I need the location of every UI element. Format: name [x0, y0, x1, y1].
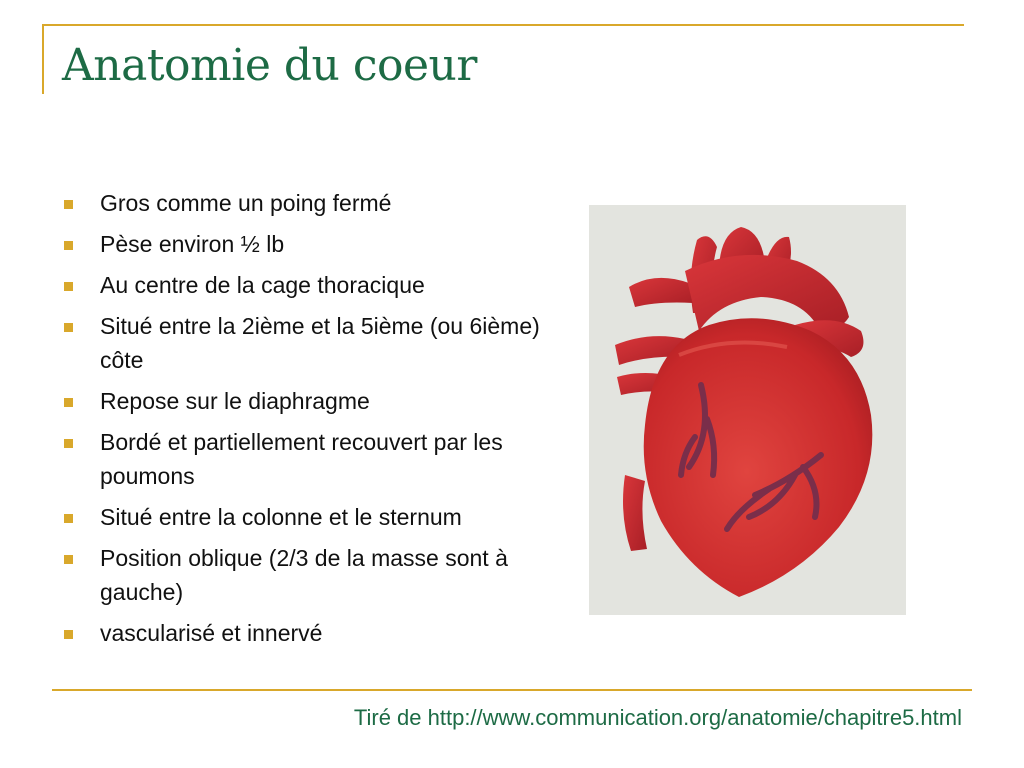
bullet-square-icon: [64, 241, 73, 250]
bullet-text: Au centre de la cage thoracique: [100, 272, 425, 298]
source-citation: Tiré de http://www.communication.org/anatomie/chapitre5.html: [353, 705, 962, 730]
bullet-list: [62, 186, 562, 657]
bullet-square-icon: [64, 200, 73, 209]
bullet-text: vascularisé et innervé: [100, 620, 323, 646]
bullet-text: Repose sur le diaphragme: [100, 388, 370, 414]
bullet-square-icon: [64, 282, 73, 291]
left-vein-shape: [629, 278, 693, 307]
bullet-item: [62, 227, 562, 261]
inferior-vena-cava-shape: [623, 475, 647, 551]
bullet-square-icon: [64, 555, 73, 564]
heart-body-shape: [644, 318, 873, 597]
bullet-text: Position oblique (2/3 de la masse sont à gauche): [100, 545, 508, 605]
bullet-text: Situé entre la colonne et le sternum: [100, 504, 462, 530]
bullet-item: [62, 541, 562, 609]
title-frame-left-rule: [42, 24, 44, 94]
slide-title: Anatomie du coeur: [62, 40, 477, 91]
bullet-text: Situé entre la 2ième et la 5ième (ou 6ième) côte: [100, 313, 540, 373]
bullet-item: [62, 309, 562, 377]
bullet-square-icon: [64, 630, 73, 639]
bullet-square-icon: [64, 323, 73, 332]
bullet-item: [62, 268, 562, 302]
bullet-text: Pèse environ ½ lb: [100, 231, 285, 257]
title-frame-top-rule: [42, 24, 964, 26]
heart-icon: [589, 205, 906, 615]
bullet-item: [62, 384, 562, 418]
bullet-text: Bordé et partiellement recouvert par les poumons: [100, 429, 503, 489]
bullet-item: [62, 186, 562, 220]
heart-illustration: [589, 205, 906, 615]
bullet-item: [62, 425, 562, 493]
footer-rule: [52, 689, 972, 691]
bullet-item: [62, 500, 562, 534]
bullet-text: Gros comme un poing fermé: [100, 190, 392, 216]
bullet-square-icon: [64, 439, 73, 448]
bullet-square-icon: [64, 514, 73, 523]
bullet-square-icon: [64, 398, 73, 407]
bullet-item: [62, 616, 562, 650]
